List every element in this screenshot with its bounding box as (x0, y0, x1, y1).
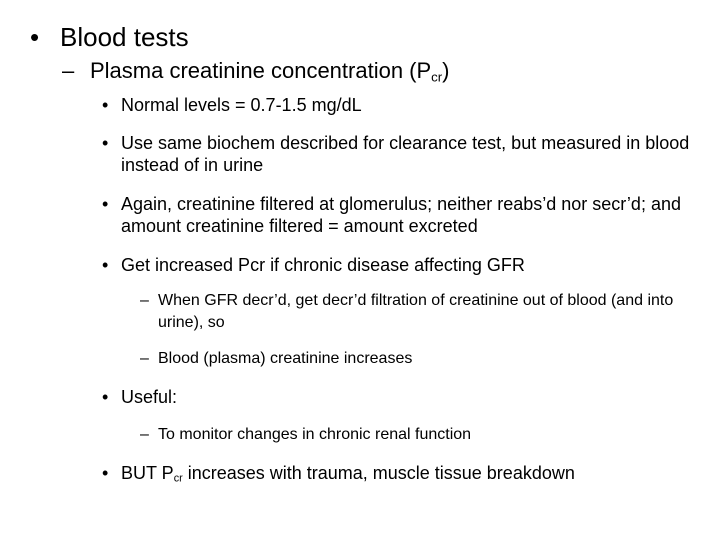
item-text: Again, creatinine filtered at glomerulus; neither reabs’d nor secr’d; and amount creatinine filtered = amount excreted (121, 194, 681, 236)
heading-blood-tests (30, 22, 710, 52)
dash-icon: – (62, 58, 75, 83)
item-but-pcr (102, 462, 692, 484)
bullet-icon: • (30, 22, 40, 52)
item-same-biochem (102, 132, 692, 176)
bullet-icon: • (102, 387, 109, 407)
bullet-icon: • (102, 255, 109, 275)
item-text (121, 462, 692, 484)
subheading-end: ) (442, 58, 450, 83)
subheading-text (90, 58, 702, 84)
subitem-text: Blood (plasma) creatinine increases (158, 350, 413, 367)
item-text: Useful: (121, 387, 178, 407)
subitem-blood-increases (140, 348, 680, 370)
dash-icon: – (140, 350, 149, 367)
subitem-gfr-decr (140, 290, 680, 334)
subheading-plasma-creatinine (62, 58, 702, 84)
subheading-subscript: cr (431, 69, 443, 85)
item-increased-pcr (102, 254, 692, 276)
item-text: Use same biochem described for clearance test, but measured in blood instead of in urine (121, 133, 690, 175)
subitem-text: When GFR decr’d, get decr’d filtration of creatinine out of blood (and into urine), so (158, 292, 674, 331)
dash-icon: – (140, 292, 149, 309)
subheading-main: Plasma creatinine concentration (P (90, 58, 432, 83)
item-main: BUT P (121, 463, 174, 483)
item-subscript: cr (173, 472, 183, 485)
item-useful (102, 386, 692, 408)
subitem-monitor (140, 424, 680, 446)
heading-text: Blood tests (60, 22, 189, 52)
bullet-icon: • (102, 463, 109, 483)
bullet-icon: • (102, 95, 109, 115)
item-again-creatinine (102, 193, 692, 237)
item-text: Get increased Pcr if chronic disease affecting GFR (121, 255, 525, 275)
item-normal-levels (102, 94, 692, 116)
subitem-text: To monitor changes in chronic renal function (158, 426, 472, 443)
item-text: Normal levels = 0.7-1.5 mg/dL (121, 95, 362, 115)
bullet-icon: • (102, 194, 109, 214)
dash-icon: – (140, 426, 149, 443)
bullet-icon: • (102, 133, 109, 153)
item-end: increases with trauma, muscle tissue breakdown (182, 463, 575, 483)
